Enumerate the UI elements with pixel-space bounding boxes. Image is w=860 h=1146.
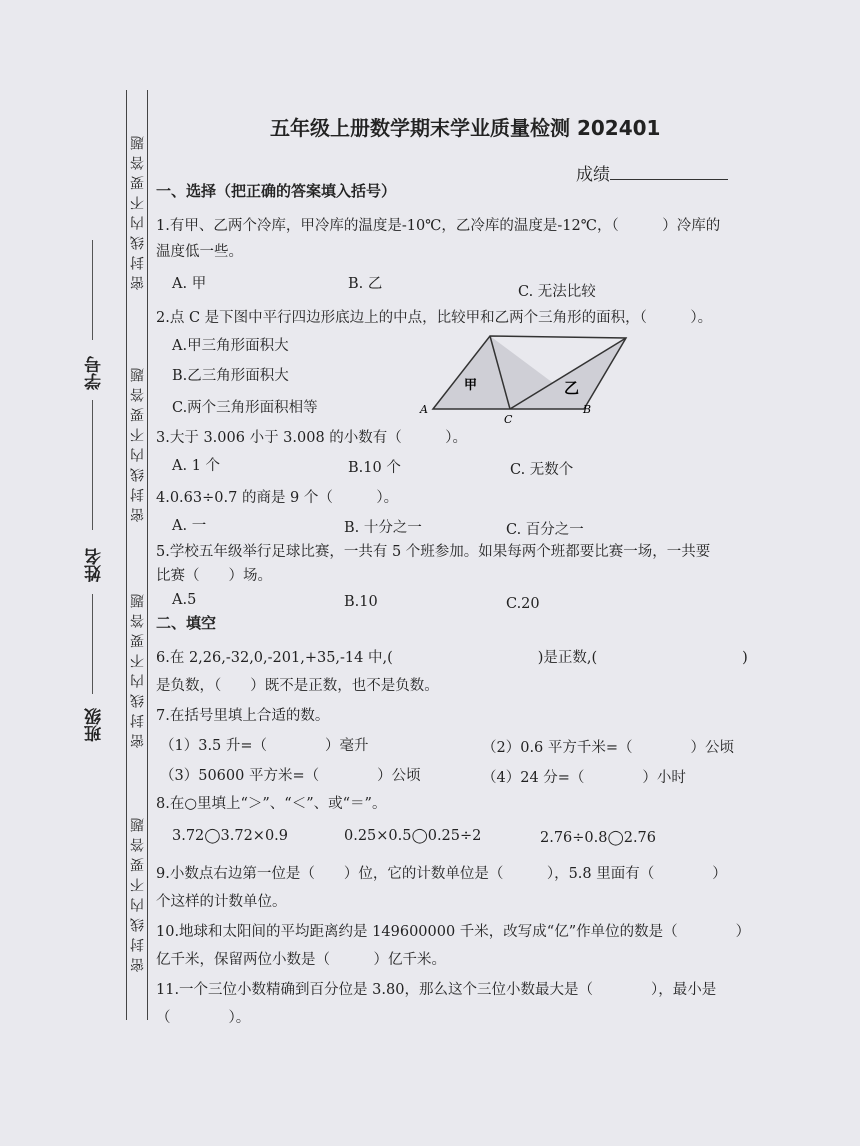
label-jia: 甲	[464, 378, 478, 393]
question-4: 4.0.63÷0.7 的商是 9 个（ ）。	[156, 490, 399, 506]
seal-text: 密封线内不要答题	[130, 130, 146, 290]
option-a: A. 一	[172, 518, 207, 534]
option-a: A. 甲	[172, 276, 207, 292]
seal-text: 密封线内不要答题	[130, 588, 146, 748]
class-line	[92, 594, 93, 694]
question-6-cont: 是负数，（ ）既不是正数，也不是负数。	[156, 678, 439, 694]
question-5-cont: 比赛（ ）场。	[156, 568, 272, 584]
question-10: 10.地球和太阳间的平均距离约是 149600000 千米，改写成“亿”作单位的数是（ ）	[156, 924, 751, 940]
question-2: 2.点 C 是下图中平行四边形底边上的中点，比较甲和乙两个三角形的面积，（ ）。	[156, 310, 713, 326]
question-8-item-2: 0.25×0.5◯0.25÷2	[344, 828, 482, 844]
option-a: A. 1 个	[172, 458, 221, 474]
question-9: 9.小数点右边第一位是（ ）位，它的计数单位是（ ），5.8 里面有（ ）	[156, 866, 727, 882]
student-id-label: 学号	[85, 356, 105, 390]
question-1: 1.有甲、乙两个冷库，甲冷库的温度是-10℃，乙冷库的温度是-12℃，（ ）冷库的	[156, 218, 721, 234]
question-7-item-4: （4）24 分=（ ）小时	[482, 770, 686, 786]
option-b: B.乙三角形面积大	[172, 368, 289, 384]
name-line	[92, 400, 93, 530]
student-id-line	[92, 240, 93, 340]
option-c: C. 百分之一	[506, 522, 584, 538]
option-c: C. 无法比较	[518, 284, 596, 300]
option-c: C.两个三角形面积相等	[172, 400, 318, 416]
question-3: 3.大于 3.006 小于 3.008 的小数有（ ）。	[156, 430, 468, 446]
score-blank[interactable]	[610, 165, 728, 180]
question-11: 11.一个三位小数精确到百分位是 3.80，那么这个三位小数最大是（ ），最小是	[156, 982, 717, 998]
option-b: B.10 个	[348, 460, 401, 476]
name-label: 姓名	[85, 548, 105, 582]
option-a: A.甲三角形面积大	[172, 338, 289, 354]
option-c: C. 无数个	[510, 462, 574, 478]
parallelogram-figure	[418, 333, 633, 425]
question-7-item-3: （3）50600 平方米=（ ）公顷	[160, 768, 421, 784]
question-7-item-2: （2）0.6 平方千米=（ ）公顷	[482, 740, 735, 756]
question-7-item-1: （1）3.5 升=（ ）毫升	[160, 738, 369, 754]
label-c: C	[504, 413, 513, 425]
exam-title: 五年级上册数学期末学业质量检测 202401	[270, 116, 661, 140]
option-b: B. 乙	[348, 276, 383, 292]
question-5: 5.学校五年级举行足球比赛，一共有 5 个班参加。如果每两个班都要比赛一场，一共要	[156, 544, 711, 560]
question-7: 7.在括号里填上合适的数。	[156, 708, 330, 724]
class-label: 班级	[85, 708, 105, 742]
score-field	[576, 160, 728, 185]
question-9-cont: 个这样的计数单位。	[156, 894, 287, 910]
section-heading: 二、填空	[156, 614, 217, 632]
label-a: A	[420, 403, 428, 416]
question-8-item-1: 3.72◯3.72×0.9	[172, 828, 289, 844]
option-a: A.5	[172, 592, 197, 608]
option-b: B.10	[344, 594, 378, 610]
question-10-cont: 亿千米，保留两位小数是（ ）亿千米。	[156, 952, 446, 968]
label-yi: 乙	[564, 379, 580, 397]
question-6: 6.在 2,26,-32,0,-201,+35,-14 中,( )是正数,( )	[156, 650, 748, 666]
question-11-cont: （ ）。	[156, 1010, 251, 1026]
label-b: B	[583, 403, 592, 416]
section-heading: 一、选择（把正确的答案填入括号）	[156, 182, 397, 200]
option-c: C.20	[506, 596, 540, 612]
question-8: 8.在○里填上“＞”、“＜”、或“＝”。	[156, 796, 387, 812]
score-label: 成绩	[576, 165, 610, 185]
seal-text: 密封线内不要答题	[130, 362, 146, 522]
question-1-cont: 温度低一些。	[156, 244, 243, 260]
question-8-item-3: 2.76÷0.8◯2.76	[540, 830, 657, 846]
seal-text: 密封线内不要答题	[130, 812, 146, 972]
option-b: B. 十分之一	[344, 520, 422, 536]
